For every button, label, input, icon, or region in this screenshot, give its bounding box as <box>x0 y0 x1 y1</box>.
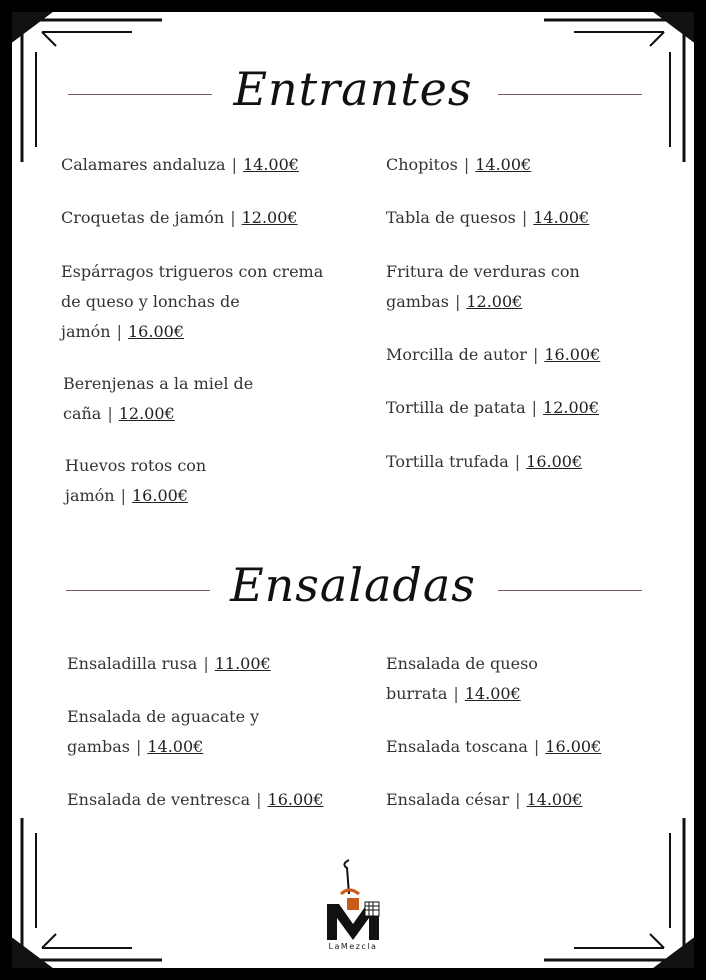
menu-item: Morcilla de autor | 16.00€ <box>386 345 601 364</box>
menu-item: Ensalada césar | 14.00€ <box>386 790 583 809</box>
section-title-entrantes: Entrantes <box>233 62 473 116</box>
menu-page <box>12 12 694 968</box>
menu-item: Ensalada de aguacate y gambas | 14.00€ <box>67 707 260 756</box>
logo-mark-icon <box>319 854 387 942</box>
menu-item: Ensalada de queso burrata | 14.00€ <box>386 654 538 703</box>
menu-item: Croquetas de jamón | 12.00€ <box>61 208 298 227</box>
restaurant-logo <box>319 854 387 954</box>
menu-item: Ensalada de ventresca | 16.00€ <box>67 790 324 809</box>
logo-text: LaMezcla <box>328 942 378 951</box>
menu-item: Huevos rotos con jamón | 16.00€ <box>65 456 207 505</box>
menu-item: Tortilla de patata | 12.00€ <box>386 398 600 417</box>
menu-item: Ensaladilla rusa | 11.00€ <box>67 654 271 673</box>
menu-item: Espárragos trigueros con crema de queso y lonchas de jamón | 16.00€ <box>61 262 324 341</box>
menu-item: Fritura de verduras con gambas | 12.00€ <box>386 262 580 311</box>
section-title-ensaladas: Ensaladas <box>230 558 476 612</box>
menu-item: Calamares andaluza | 14.00€ <box>61 155 299 174</box>
menu-item: Tortilla trufada | 16.00€ <box>386 452 583 471</box>
menu-item: Tabla de quesos | 14.00€ <box>386 208 590 227</box>
menu-item: Berenjenas a la miel de caña | 12.00€ <box>63 374 254 423</box>
menu-item: Chopitos | 14.00€ <box>386 155 532 174</box>
menu-item: Ensalada toscana | 16.00€ <box>386 737 602 756</box>
